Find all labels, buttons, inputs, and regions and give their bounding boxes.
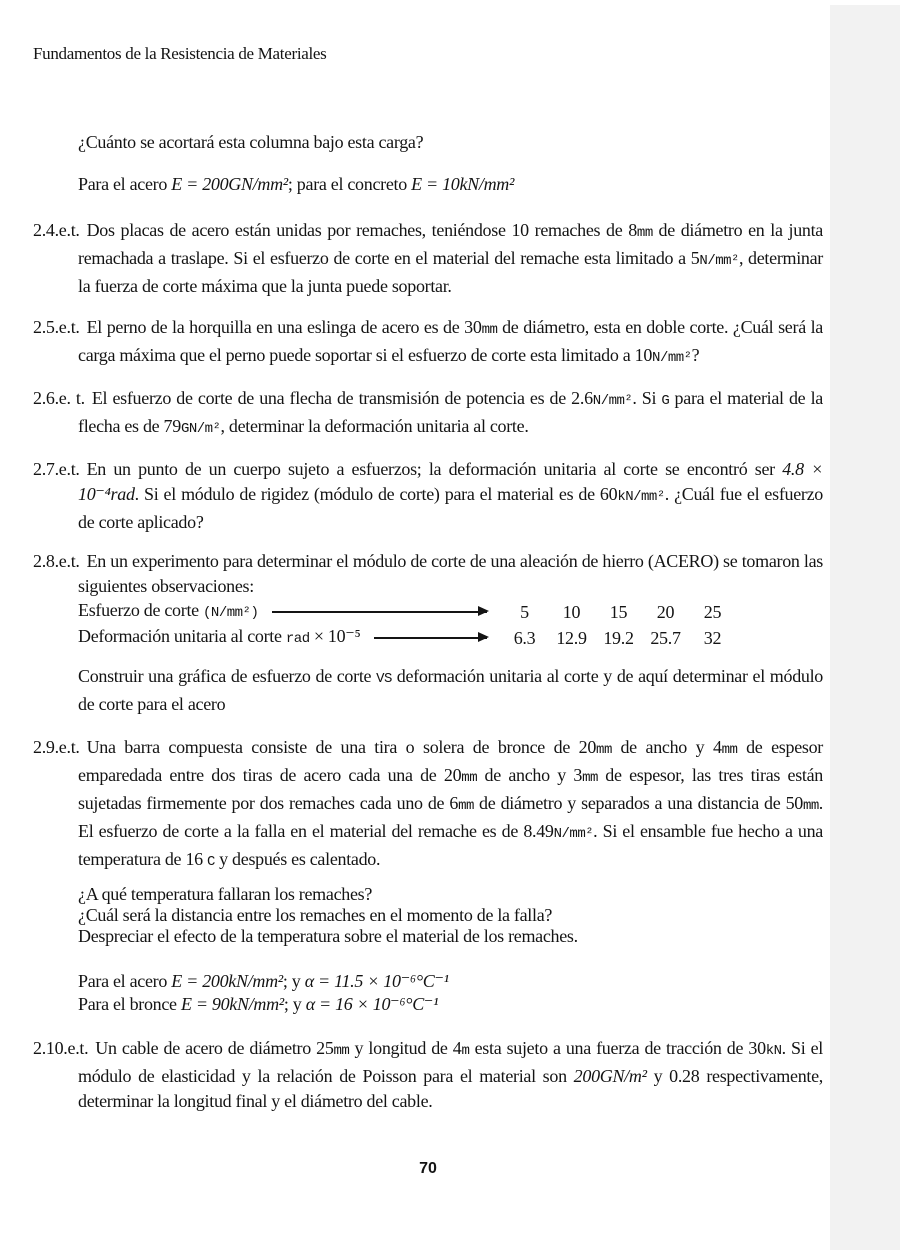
- problem-number: 2.10.e.t.: [33, 1038, 89, 1058]
- text-segment: mm: [721, 742, 738, 758]
- text-segment: de diámetro, esta en doble corte. ¿Cuál será la carga máxima que el perno puede soportar si el esfuerzo de corte esta limitado a 10: [78, 317, 823, 365]
- text-segment: ; y: [282, 971, 305, 991]
- table-row-shear-stress: [78, 599, 823, 625]
- text-segment: × 10⁻⁵: [309, 626, 361, 646]
- text-segment: G: [661, 393, 670, 409]
- text-segment: de diámetro y separados a una distancia de 50: [473, 793, 803, 813]
- text-segment: El perno de la horquilla en una eslinga de acero es de 30: [86, 317, 482, 337]
- text-segment: N/mm²: [553, 826, 594, 842]
- problem-number: 2.9.e.t.: [33, 737, 80, 757]
- text-segment: y longitud de 4: [349, 1038, 462, 1058]
- table-value: 19.2: [603, 627, 634, 648]
- text-segment: Para el acero: [78, 971, 172, 991]
- table-value: 25.7: [650, 627, 681, 648]
- text-segment: de espesor, las tres tiras están sujetadas firmemente por dos remaches cada uno de 6: [78, 765, 824, 813]
- text-segment: de ancho y 4: [611, 737, 722, 757]
- table-value: 10: [562, 601, 581, 622]
- text-segment: mm: [333, 1043, 350, 1059]
- text-segment: kN/mm²: [617, 489, 665, 505]
- problem-2-9: [33, 735, 823, 875]
- text-segment: ; y: [283, 994, 306, 1014]
- text-segment: de diámetro en la junta remachada a traslape. Si el esfuerzo de corte en el material del remache esta limitado a 5: [78, 220, 823, 268]
- text-segment: Deformación unitaria al corte: [78, 626, 286, 646]
- problem-2-7: [33, 457, 823, 535]
- text-segment: . El esfuerzo de corte a la falla en el material del remache es de 8.49: [78, 793, 823, 841]
- page-content: [33, 0, 823, 1114]
- text-segment: de ancho y 3: [477, 765, 583, 785]
- text-segment: , determinar la fuerza de corte máxima que la junta puede soportar.: [78, 248, 823, 296]
- text-segment: rad: [285, 631, 310, 647]
- problem-number: 2.7.e.t.: [33, 459, 80, 479]
- text-segment: 4.8 × 10⁻⁴rad: [78, 459, 823, 504]
- intro-question: [78, 130, 823, 155]
- text-segment: Construir una gráfica de esfuerzo de corte: [78, 666, 377, 686]
- question-line: Despreciar el efecto de la temperatura sobre el material de los remaches.: [78, 926, 578, 946]
- text-segment: En un punto de un cuerpo sujeto a esfuerzos; la deformación unitaria al corte se encontró ser: [86, 459, 783, 479]
- text-segment: E = 90kN/mm²: [180, 994, 284, 1014]
- table-value: 5: [520, 601, 529, 622]
- text-segment: . Si el módulo de elasticidad y la relación de Poisson para el material son: [78, 1038, 823, 1086]
- text-segment: esta sujeto a una fuerza de tracción de 30: [469, 1038, 766, 1058]
- problem-2-10: [33, 1036, 823, 1114]
- text-segment: 200GN/m²: [573, 1066, 647, 1086]
- text-segment: α = 16 × 10⁻⁶°C⁻¹: [305, 994, 439, 1014]
- text-segment: Un cable de acero de diámetro 25: [95, 1038, 334, 1058]
- text-segment: ?: [691, 345, 700, 365]
- text-segment: Para el acero: [78, 174, 172, 194]
- text-segment: GN/m²: [180, 421, 221, 437]
- text-segment: N/mm²: [699, 253, 739, 269]
- text-segment: mm: [481, 322, 498, 338]
- problem-2-9-constants: [78, 970, 823, 1016]
- text-segment: Esfuerzo de corte: [78, 600, 204, 620]
- problem-2-4: [33, 218, 823, 299]
- problem-number: 2.6.e. t.: [33, 388, 85, 408]
- text-segment: y después es calentado.: [214, 849, 381, 869]
- table-row-label: [78, 599, 258, 625]
- text-segment: de espesor emparedada entre dos tiras de acero cada una de 20: [78, 737, 823, 785]
- text-segment: En un experimento para determinar el módulo de corte de una aleación de hierro (ACERO) se tomaron las siguientes observaciones:: [78, 551, 823, 596]
- text-segment: Dos placas de acero están unidas por remaches, teniéndose 10 remaches de 8: [86, 220, 637, 240]
- arrow-right-icon: [272, 611, 487, 613]
- text-segment: y 0.28 respectivamente, determinar la longitud final y el diámetro del cable.: [78, 1066, 823, 1111]
- text-segment: C: [207, 854, 215, 870]
- text-segment: (N/mm²): [203, 605, 259, 621]
- page-header: Fundamentos de la Resistencia de Materiales: [33, 44, 327, 63]
- problem-text: [78, 220, 823, 296]
- text-segment: α = 11.5 × 10⁻⁶°C⁻¹: [304, 971, 449, 991]
- table-value: 15: [609, 601, 628, 622]
- text-segment: ; para el concreto: [287, 174, 412, 194]
- table-row-shear-strain: [78, 625, 823, 651]
- page-margin-strip: [830, 5, 900, 1250]
- text-segment: . Si: [632, 388, 662, 408]
- text-segment: E = 10kN/mm²: [411, 174, 515, 194]
- text-segment: para el material de la flecha es de 79: [78, 388, 823, 436]
- problem-2-5: [33, 315, 823, 371]
- intro-material-constants: [78, 172, 823, 197]
- text-segment: mm: [596, 742, 612, 758]
- text-segment: deformación unitaria al corte y de aquí determinar el módulo de corte para el acero: [78, 666, 824, 714]
- problem-text: [78, 1038, 823, 1111]
- text-segment: m: [461, 1043, 470, 1059]
- text-segment: N/mm²: [652, 350, 692, 366]
- table-value: 25: [703, 601, 722, 622]
- text-segment: Una barra compuesta consiste de una tira o solera de bronce de 20: [86, 737, 597, 757]
- formula-line: [78, 970, 823, 993]
- problem-2-9-questions: [78, 884, 823, 947]
- text-segment: N/mm²: [592, 393, 633, 409]
- text-segment: E = 200kN/mm²: [171, 971, 283, 991]
- problem-text: [78, 317, 823, 365]
- text-segment: mm: [458, 798, 474, 814]
- problem-text: [78, 551, 823, 596]
- arrow-right-icon: [374, 637, 487, 639]
- text-segment: . Si el ensamble fue hecho a una temperatura de 16: [78, 821, 823, 869]
- page-number: 70: [419, 1160, 437, 1177]
- text-segment: E = 200GN/mm²: [171, 174, 288, 194]
- text-segment: mm: [582, 770, 598, 786]
- table-row-label: [78, 625, 360, 651]
- problem-text: [78, 459, 823, 532]
- problem-number: 2.8.e.t.: [33, 551, 80, 571]
- question-line: ¿Cuál será la distancia entre los remaches en el momento de la falla?: [78, 905, 553, 925]
- formula-line: [78, 993, 823, 1016]
- table-value: 6.3: [513, 627, 536, 648]
- text-segment: VS: [376, 671, 392, 687]
- table-value: 32: [703, 627, 722, 648]
- problem-2-6: [33, 386, 823, 442]
- text-segment: Para el bronce: [78, 994, 181, 1014]
- text-segment: ¿Cuánto se acortará esta columna bajo esta carga?: [78, 132, 424, 152]
- problem-2-8: [33, 549, 823, 599]
- text-segment: kN: [765, 1043, 782, 1059]
- question-line: ¿A qué temperatura fallaran los remaches?: [78, 884, 373, 904]
- text-segment: El esfuerzo de corte de una flecha de transmisión de potencia es de 2.6: [91, 388, 593, 408]
- problem-number: 2.5.e.t.: [33, 317, 80, 337]
- text-segment: . ¿Cuál fue el esfuerzo de corte aplicado?: [78, 484, 823, 532]
- table-value: 20: [656, 601, 675, 622]
- problem-text: [78, 388, 823, 436]
- table-value: 12.9: [556, 627, 587, 648]
- table-row-values: [501, 627, 823, 650]
- problem-text: [78, 737, 823, 869]
- text-segment: , determinar la deformación unitaria al corte.: [220, 416, 529, 436]
- text-segment: mm: [636, 225, 653, 241]
- problem-number: 2.4.e.t.: [33, 220, 80, 240]
- text-segment: . Si el módulo de rigidez (módulo de corte) para el material es de 60: [134, 484, 618, 504]
- table-row-values: [501, 601, 823, 624]
- text-segment: mm: [461, 770, 478, 786]
- problem-2-8-instruction: [78, 664, 823, 717]
- text-segment: mm: [802, 798, 819, 814]
